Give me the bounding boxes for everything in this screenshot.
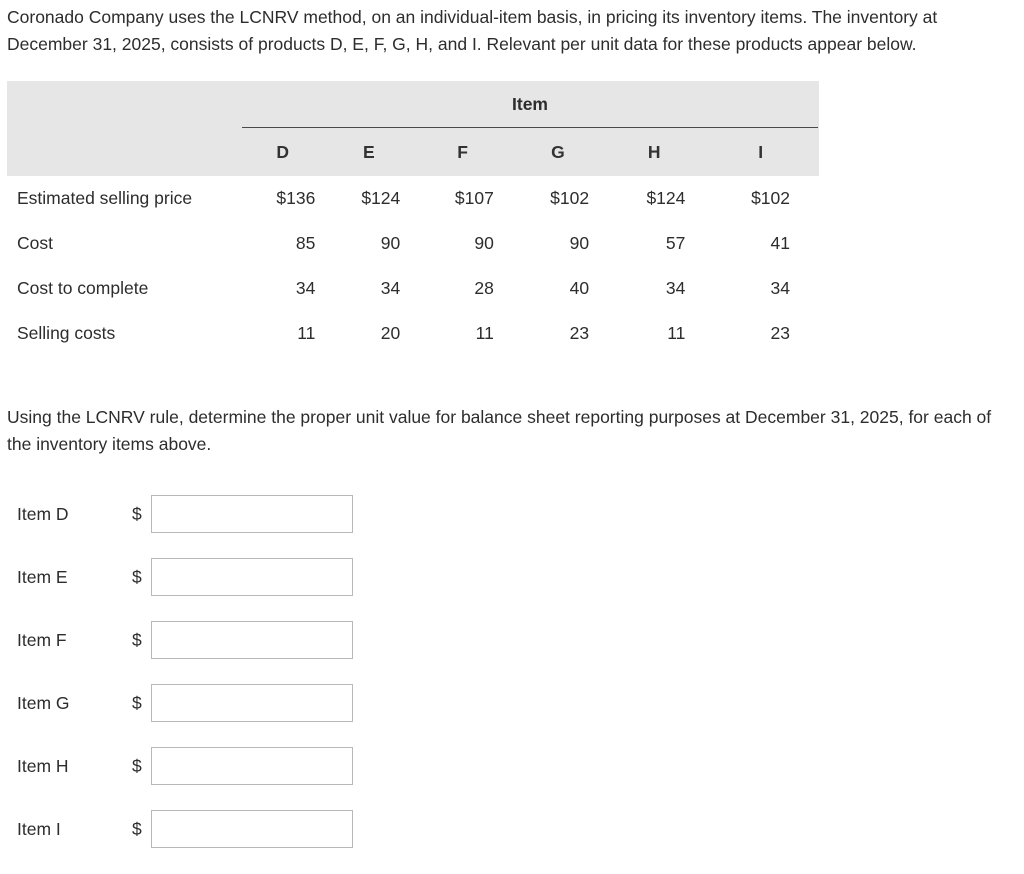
- table-cell: 90: [569, 233, 590, 253]
- column-header-i: I: [758, 142, 764, 162]
- table-cell: $124: [361, 188, 401, 208]
- intro-text: Coronado Company uses the LCNRV method, on an individual-item basis, in pricing its inventory items. The inventory at December 31, 2025, consists of products D, E, F, G, H, and I. Relevant per unit data for these products appear below.: [7, 7, 938, 54]
- dollar-sign: $: [132, 567, 142, 587]
- table-cell: 90: [380, 233, 401, 253]
- item-e-value-input[interactable]: [151, 558, 353, 596]
- row-label: Cost to complete: [17, 278, 149, 298]
- table-cell: 34: [770, 278, 790, 298]
- table-row-cost: [7, 221, 819, 266]
- dollar-sign: $: [132, 756, 142, 776]
- table-cell: 23: [770, 323, 790, 343]
- dollar-sign: $: [132, 693, 142, 713]
- table-cell: 11: [667, 323, 686, 343]
- item-group-label: Item: [242, 82, 818, 128]
- answer-label: Item H: [17, 756, 69, 776]
- answer-row-item-h: [0, 747, 400, 787]
- column-header-row: [7, 129, 819, 176]
- table-cell: $107: [454, 188, 494, 208]
- table-cell: 40: [569, 278, 590, 298]
- table-cell: 23: [569, 323, 590, 343]
- group-header-row: [7, 81, 819, 129]
- row-label: Cost: [17, 233, 53, 253]
- row-label: Estimated selling price: [17, 188, 193, 208]
- item-g-value-input[interactable]: [151, 684, 353, 722]
- table-row-selling-price: [7, 176, 819, 221]
- header-spacer: [7, 129, 243, 176]
- question-text: Using the LCNRV rule, determine the proper unit value for balance sheet reporting purposes at December 31, 2025, for each of the inventory items above.: [7, 407, 992, 454]
- table-cell: 57: [665, 233, 686, 253]
- table-cell: $102: [550, 188, 590, 208]
- table-cell: $102: [751, 188, 790, 208]
- table-cell: 28: [474, 278, 494, 298]
- column-header-d: D: [276, 142, 289, 162]
- header-spacer: [7, 81, 243, 129]
- dollar-sign: $: [132, 630, 142, 650]
- dollar-sign: $: [132, 504, 142, 524]
- item-f-value-input[interactable]: [151, 621, 353, 659]
- item-group-header: [243, 81, 819, 129]
- answer-label: Item D: [17, 504, 69, 524]
- table-row-cost-to-complete: [7, 266, 819, 311]
- table-cell: 90: [474, 233, 494, 253]
- table-cell: $136: [276, 188, 316, 208]
- answer-label: Item I: [17, 819, 61, 839]
- table-cell: $124: [646, 188, 686, 208]
- answer-row-item-i: [0, 810, 400, 850]
- answer-label: Item F: [17, 630, 67, 650]
- answer-row-item-g: [0, 684, 400, 724]
- table-cell: 34: [380, 278, 401, 298]
- inventory-data-table: [7, 81, 819, 356]
- item-d-value-input[interactable]: [151, 495, 353, 533]
- item-i-value-input[interactable]: [151, 810, 353, 848]
- answer-label: Item E: [17, 567, 68, 587]
- item-h-value-input[interactable]: [151, 747, 353, 785]
- column-header-h: H: [647, 142, 661, 162]
- row-label: Selling costs: [17, 323, 116, 343]
- answer-label: Item G: [17, 693, 70, 713]
- table-cell: 41: [770, 233, 790, 253]
- dollar-sign: $: [132, 819, 142, 839]
- answer-row-item-e: [0, 558, 400, 598]
- table-cell: 85: [295, 233, 316, 253]
- answer-row-item-f: [0, 621, 400, 661]
- column-header-f: F: [457, 142, 468, 162]
- column-header-e: E: [362, 142, 375, 162]
- table-row-selling-costs: [7, 311, 819, 356]
- table-cell: 11: [475, 323, 494, 343]
- answer-row-item-d: [0, 495, 400, 535]
- column-header-g: G: [551, 142, 565, 162]
- table-cell: 34: [665, 278, 686, 298]
- table-cell: 11: [297, 323, 316, 343]
- table-cell: 34: [295, 278, 316, 298]
- table-cell: 20: [380, 323, 401, 343]
